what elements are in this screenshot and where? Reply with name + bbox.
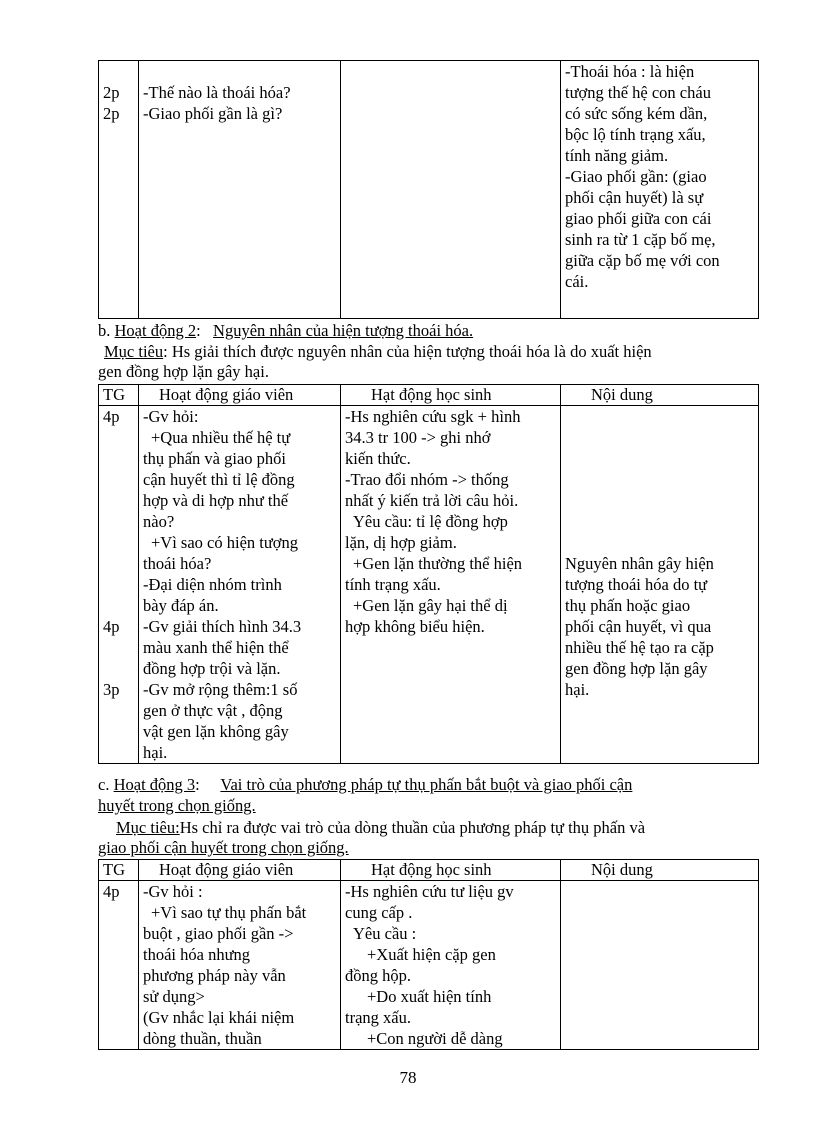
- teacher-line: gen ở thực vật , động: [143, 701, 283, 720]
- teacher-line: bày đáp án.: [143, 596, 219, 615]
- section-c-goal-cont: [98, 838, 349, 858]
- time-value: 4p: [103, 407, 120, 426]
- student-line: trạng xấu.: [345, 1008, 411, 1027]
- activity-title: Nguyên nhân của hiện tượng thoái hóa.: [213, 321, 474, 340]
- time-cell: [99, 881, 139, 1050]
- teacher-line: buột , giao phối gần ->: [143, 924, 294, 943]
- teacher-cell: [139, 61, 341, 319]
- content-line: nhiều thế hệ tạo ra cặp: [565, 638, 714, 657]
- teacher-line: -Gv giải thích hình 34.3: [143, 617, 302, 636]
- content-line: -Thoái hóa : là hiện: [565, 62, 695, 81]
- content-cell: [561, 881, 759, 1050]
- student-line: -Trao đổi nhóm -> thống: [345, 470, 509, 489]
- student-line: +Gen lặn thường thể hiện: [353, 554, 523, 573]
- header-student: Hạt động học sinh: [341, 860, 561, 881]
- content-line: tính năng giảm.: [565, 146, 669, 165]
- header-content: Nội dung: [561, 385, 759, 406]
- teacher-line: hợp và di hợp như thế: [143, 491, 289, 510]
- activity-colon: :: [196, 321, 201, 340]
- student-line: -Hs nghiên cứu tư liệu gv: [345, 882, 514, 901]
- student-line: -Hs nghiên cứu sgk + hình: [345, 407, 521, 426]
- goal-label: Mục tiêu:: [116, 818, 180, 837]
- teacher-line: thoái hóa?: [143, 554, 212, 573]
- section-b-goal-cont: [98, 362, 269, 382]
- header-student: Hạt động học sinh: [341, 385, 561, 406]
- teacher-line: -Gv hỏi:: [143, 407, 199, 426]
- goal-text: giao phối cận huyết trong chọn giống.: [98, 838, 349, 857]
- table-thoai-hoa: [98, 60, 759, 319]
- teacher-line: dòng thuần, thuần: [143, 1029, 262, 1048]
- teacher-line: -Gv mở rộng thêm:1 số: [143, 680, 298, 699]
- teacher-line: vật gen lặn không gây: [143, 722, 289, 741]
- time-value: 4p: [103, 617, 120, 636]
- content-line: phối cận huyết) là sự: [565, 188, 704, 207]
- time-cell: [99, 406, 139, 764]
- teacher-line: +Qua nhiều thế hệ tự: [151, 428, 291, 447]
- student-cell: [341, 406, 561, 764]
- time-value: 3p: [103, 680, 120, 699]
- student-line: Yêu cầu :: [353, 924, 417, 943]
- goal-text: Hs chỉ ra được vai trò của dòng thuần của phương pháp tự thụ phấn và: [179, 818, 646, 837]
- teacher-cell: [139, 881, 341, 1050]
- header-row: [99, 385, 759, 406]
- student-line: hợp không biểu hiện.: [345, 617, 485, 636]
- table-row: [99, 881, 759, 1050]
- activity-title: huyết trong chọn giống.: [98, 796, 256, 815]
- content-line: cái.: [565, 272, 589, 291]
- section-c-heading-cont: [98, 796, 256, 816]
- student-line: Yêu cầu: tỉ lệ đồng hợp: [353, 512, 508, 531]
- content-line: hại.: [565, 680, 590, 699]
- section-c-goal: [116, 818, 645, 838]
- activity-label: Hoạt động 2: [114, 321, 197, 340]
- goal-text: : Hs giải thích được nguyên nhân của hiện tượng thoái hóa là do xuất hiện: [163, 342, 652, 361]
- content-line: bộc lộ tính trạng xấu,: [565, 125, 706, 144]
- student-line: +Do xuất hiện tính: [367, 987, 492, 1006]
- content-cell: [561, 61, 759, 319]
- teacher-line: màu xanh thể hiện thể: [143, 638, 289, 657]
- teacher-line: nào?: [143, 512, 175, 531]
- goal-text: gen đồng hợp lặn gây hại.: [98, 362, 269, 381]
- teacher-line: hại.: [143, 743, 168, 762]
- activity-title: Vai trò của phương pháp tự thụ phấn bắt buột và giao phối cận: [220, 775, 633, 794]
- table-nguyen-nhan: [98, 384, 759, 764]
- header-teacher: Hoạt động giáo viên: [139, 860, 341, 881]
- content-line: có sức sống kém dần,: [565, 104, 708, 123]
- teacher-line: thoái hóa nhưng: [143, 945, 251, 964]
- table-row: [99, 406, 759, 764]
- time-value: 2p: [103, 104, 120, 123]
- student-line: tính trạng xấu.: [345, 575, 441, 594]
- student-line: đồng hộp.: [345, 966, 411, 985]
- teacher-line: đồng hợp trội và lặn.: [143, 659, 281, 678]
- student-line: +Con người dễ dàng: [367, 1029, 503, 1048]
- content-line: gen đồng hợp lặn gây: [565, 659, 708, 678]
- teacher-line: +Vì sao tự thụ phấn bắt: [151, 903, 307, 922]
- content-cell: [561, 406, 759, 764]
- content-line: tượng thế hệ con cháu: [565, 83, 711, 102]
- teacher-line: +Vì sao có hiện tượng: [151, 533, 299, 552]
- student-line: cung cấp .: [345, 903, 413, 922]
- teacher-line: cận huyết thì tỉ lệ đồng: [143, 470, 295, 489]
- teacher-cell: [139, 406, 341, 764]
- activity-label: Hoạt động 3: [113, 775, 196, 794]
- question-line: -Giao phối gần là gì?: [143, 104, 283, 123]
- section-c-heading: [98, 775, 632, 795]
- student-line: +Xuất hiện cặp gen: [367, 945, 496, 964]
- goal-label: Mục tiêu: [104, 342, 164, 361]
- content-line: phối cận huyết, vì qua: [565, 617, 712, 636]
- activity-colon: :: [195, 775, 200, 794]
- section-b-goal: [104, 342, 652, 362]
- section-prefix: c.: [98, 775, 114, 794]
- content-line: thụ phấn hoặc giao: [565, 596, 691, 615]
- student-line: nhất ý kiến trả lời câu hỏi.: [345, 491, 519, 510]
- header-teacher: Hoạt động giáo viên: [139, 385, 341, 406]
- content-line: giao phối giữa con cái: [565, 209, 712, 228]
- question-line: -Thế nào là thoái hóa?: [143, 83, 291, 102]
- teacher-line: thụ phấn và giao phối: [143, 449, 286, 468]
- teacher-line: sử dụng>: [143, 987, 205, 1006]
- section-prefix: b.: [98, 321, 115, 340]
- table-row: [99, 61, 759, 319]
- content-line: -Giao phối gần: (giao: [565, 167, 707, 186]
- content-line: giữa cặp bố mẹ với con: [565, 251, 720, 270]
- teacher-line: (Gv nhắc lại khái niệm: [143, 1008, 295, 1027]
- header-content: Nội dung: [561, 860, 759, 881]
- time-value: 4p: [103, 882, 120, 901]
- student-line: kiến thức.: [345, 449, 411, 468]
- student-cell: [341, 61, 561, 319]
- teacher-line: phương pháp này vẫn: [143, 966, 286, 985]
- page-number: 78: [399, 1068, 417, 1087]
- table-vai-tro: [98, 859, 759, 1050]
- header-row: [99, 860, 759, 881]
- student-line: lặn, dị hợp giảm.: [345, 533, 457, 552]
- content-line: tượng thoái hóa do tự: [565, 575, 708, 594]
- content-line: sinh ra từ 1 cặp bố mẹ,: [565, 230, 716, 249]
- time-value: 2p: [103, 83, 120, 102]
- student-cell: [341, 881, 561, 1050]
- header-tg: TG: [99, 385, 139, 406]
- header-tg: TG: [99, 860, 139, 881]
- time-cell: [99, 61, 139, 319]
- student-line: 34.3 tr 100 -> ghi nhớ: [345, 428, 491, 447]
- teacher-line: -Gv hỏi :: [143, 882, 203, 901]
- student-line: +Gen lặn gây hại thể dị: [353, 596, 508, 615]
- content-line: Nguyên nhân gây hiện: [565, 554, 714, 573]
- section-b-heading: [98, 321, 473, 341]
- teacher-line: -Đại diện nhóm trình: [143, 575, 282, 594]
